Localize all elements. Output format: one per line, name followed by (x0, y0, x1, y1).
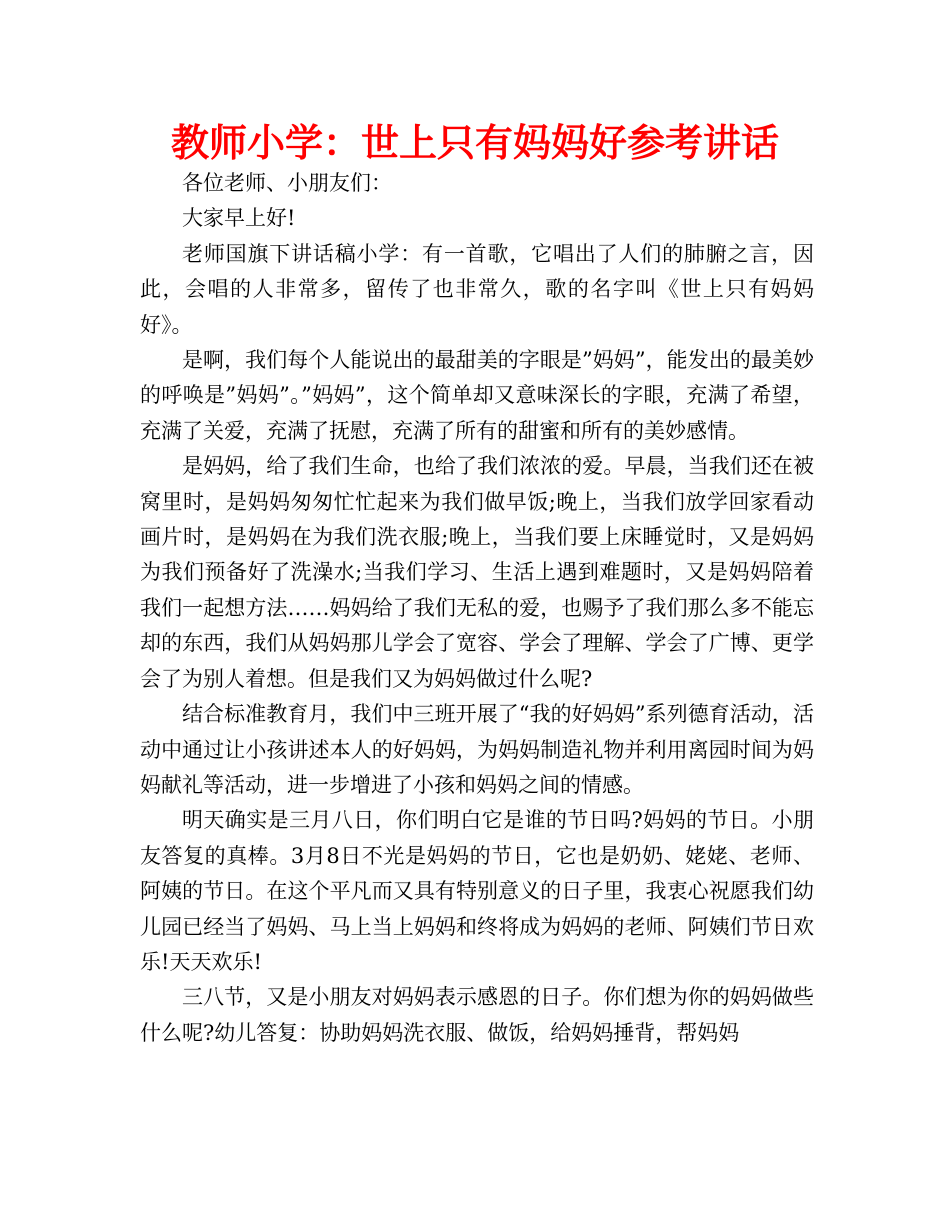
body-paragraph: 是啊，我们每个人能说出的最甜美的字眼是”妈妈”，能发出的最美妙的呼唤是”妈妈”。”妈妈”，这个简单却又意味深长的字眼，充满了希望，充满了关爱，充满了抚慰，充满了所有的甜蜜和所有的美妙感情。 (140, 348, 814, 443)
body-paragraph: 是妈妈，给了我们生命，也给了我们浓浓的爱。早晨，当我们还在被窝里时，是妈妈匆匆忙忙起来为我们做早饭;晚上，当我们放学回家看动画片时，是妈妈在为我们洗衣服;晚上，当我们要上床睡觉时，又是妈妈为我们预备好了洗澡水;当我们学习、生活上遇到难题时，又是妈妈陪着我们一起想方法……妈妈给了我们无私的爱，也赐予了我们那么多不能忘却的东西，我们从妈妈那儿学会了宽容、学会了理解、学会了广博、更学会了为别人着想。但是我们又为妈妈做过什么呢? (140, 454, 814, 691)
document-body (140, 166, 814, 1051)
body-paragraph: 明天确实是三月八日，你们明白它是谁的节日吗?妈妈的节日。小朋友答复的真棒。3月8日不光是妈妈的节日，它也是奶奶、姥姥、老师、阿姨的节日。在这个平凡而又具有特别意义的日子里，我衷心祝愿我们幼儿园已经当了妈妈、马上当上妈妈和终将成为妈妈的老师、阿姨们节日欢乐!天天欢乐! (140, 808, 814, 974)
document-title: 教师小学：世上只有妈妈好参考讲话 (170, 121, 779, 165)
body-paragraph: 三八节，又是小朋友对妈妈表示感恩的日子。你们想为你的妈妈做些什么呢?幼儿答复：协助妈妈洗衣服、做饭，给妈妈捶背，帮妈妈 (140, 985, 814, 1045)
body-paragraph: 结合标准教育月，我们中三班开展了“我的好妈妈”系列德育活动，活动中通过让小孩讲述本人的好妈妈，为妈妈制造礼物并利用离园时间为妈妈献礼等活动，进一步增进了小孩和妈妈之间的情感。 (140, 702, 814, 797)
greeting-paragraph: 大家早上好! (182, 206, 296, 231)
body-paragraph: 老师国旗下讲话稿小学：有一首歌，它唱出了人们的肺腑之言，因此，会唱的人非常多，留传了也非常久，歌的名字叫《世上只有妈妈好》。 (140, 241, 814, 337)
salutation-paragraph: 各位老师、小朋友们： (182, 171, 392, 195)
